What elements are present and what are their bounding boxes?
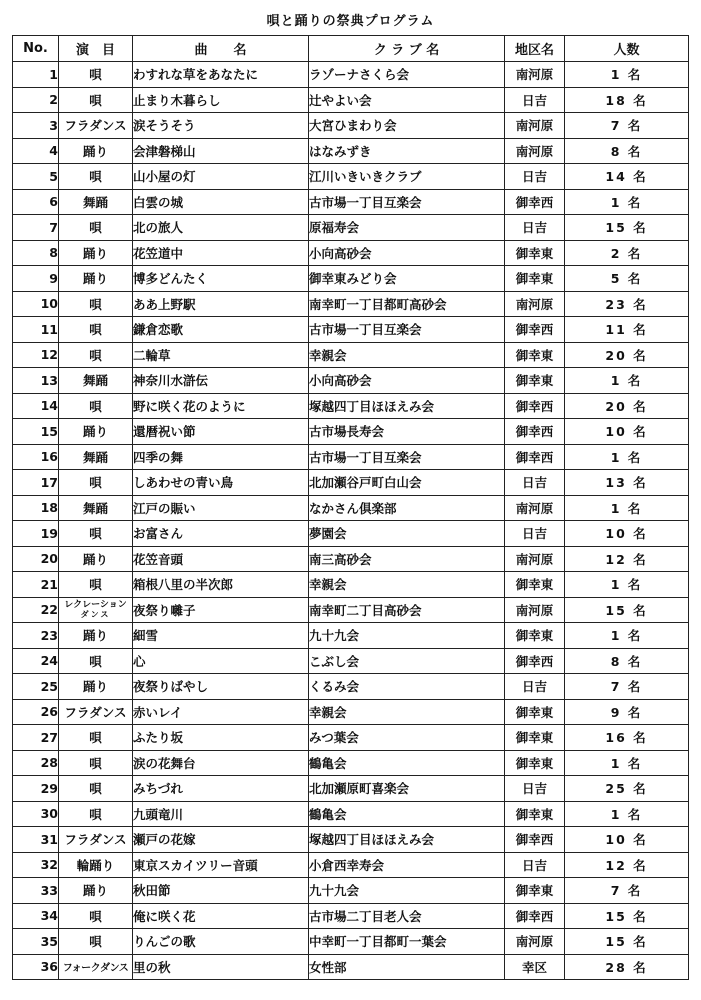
row-club: 小向高砂会 xyxy=(309,368,505,394)
row-area: 南河原 xyxy=(505,138,565,164)
table-row xyxy=(13,852,689,878)
row-count: 7 名 xyxy=(565,113,689,139)
row-no: 22 xyxy=(13,597,59,623)
row-no: 34 xyxy=(13,903,59,929)
row-count: 10 名 xyxy=(565,521,689,547)
row-count: 20 名 xyxy=(565,393,689,419)
row-type: 舞踊 xyxy=(59,189,133,215)
row-song: 鎌倉恋歌 xyxy=(133,317,309,343)
row-type: 踊り xyxy=(59,878,133,904)
row-count: 8 名 xyxy=(565,138,689,164)
row-club: 古市場一丁目互楽会 xyxy=(309,317,505,343)
row-no: 8 xyxy=(13,240,59,266)
row-count: 12 名 xyxy=(565,852,689,878)
row-club: なかさん倶楽部 xyxy=(309,495,505,521)
row-count: 8 名 xyxy=(565,648,689,674)
row-song: ああ上野駅 xyxy=(133,291,309,317)
row-song: 会津磐梯山 xyxy=(133,138,309,164)
row-count: 10 名 xyxy=(565,827,689,853)
row-club: ラゾーナさくら会 xyxy=(309,62,505,88)
table-row xyxy=(13,342,689,368)
row-type: 唄 xyxy=(59,215,133,241)
table-row xyxy=(13,240,689,266)
row-song: しあわせの青い鳥 xyxy=(133,470,309,496)
row-area: 南河原 xyxy=(505,495,565,521)
row-area: 御幸西 xyxy=(505,648,565,674)
table-row xyxy=(13,138,689,164)
table-row xyxy=(13,393,689,419)
table-row xyxy=(13,572,689,598)
row-no: 29 xyxy=(13,776,59,802)
table-row xyxy=(13,648,689,674)
row-count: 1 名 xyxy=(565,801,689,827)
row-type: 踊り xyxy=(59,623,133,649)
row-club: はなみずき xyxy=(309,138,505,164)
row-type: 唄 xyxy=(59,903,133,929)
header-no: No. xyxy=(13,36,59,62)
row-area: 御幸東 xyxy=(505,240,565,266)
row-no: 24 xyxy=(13,648,59,674)
table-row xyxy=(13,546,689,572)
program-table xyxy=(12,35,689,980)
row-club: 北加瀬谷戸町白山会 xyxy=(309,470,505,496)
row-song: 俺に咲く花 xyxy=(133,903,309,929)
row-area: 御幸西 xyxy=(505,827,565,853)
row-area: 御幸西 xyxy=(505,393,565,419)
row-no: 9 xyxy=(13,266,59,292)
row-club: 女性部 xyxy=(309,954,505,980)
row-count: 15 名 xyxy=(565,597,689,623)
table-row xyxy=(13,597,689,623)
row-type: フラダンス xyxy=(59,827,133,853)
row-no: 7 xyxy=(13,215,59,241)
row-count: 14 名 xyxy=(565,164,689,190)
row-no: 30 xyxy=(13,801,59,827)
row-song: わすれな草をあなたに xyxy=(133,62,309,88)
row-club: 原福寿会 xyxy=(309,215,505,241)
table-row xyxy=(13,623,689,649)
row-type: 唄 xyxy=(59,648,133,674)
table-row xyxy=(13,189,689,215)
row-song: 白雲の城 xyxy=(133,189,309,215)
header-type: 演 目 xyxy=(59,36,133,62)
table-row xyxy=(13,725,689,751)
row-song: 箱根八里の半次郎 xyxy=(133,572,309,598)
table-row xyxy=(13,776,689,802)
row-song: 博多どんたく xyxy=(133,266,309,292)
row-club: 江川いきいきクラブ xyxy=(309,164,505,190)
row-type: 唄 xyxy=(59,164,133,190)
row-count: 2 名 xyxy=(565,240,689,266)
row-no: 31 xyxy=(13,827,59,853)
row-type: 唄 xyxy=(59,801,133,827)
page-title: 唄と踊りの祭典プログラム xyxy=(266,14,435,29)
row-song: 細雪 xyxy=(133,623,309,649)
row-area: 日吉 xyxy=(505,852,565,878)
row-type: 唄 xyxy=(59,342,133,368)
row-area: 御幸西 xyxy=(505,317,565,343)
table-row xyxy=(13,750,689,776)
row-club: 九十九会 xyxy=(309,878,505,904)
row-type: フラダンス xyxy=(59,699,133,725)
row-no: 25 xyxy=(13,674,59,700)
row-club: 鶴亀会 xyxy=(309,750,505,776)
row-type: 唄 xyxy=(59,725,133,751)
row-count: 7 名 xyxy=(565,878,689,904)
row-area: 日吉 xyxy=(505,164,565,190)
row-no: 32 xyxy=(13,852,59,878)
row-count: 23 名 xyxy=(565,291,689,317)
row-club: 南幸町二丁目高砂会 xyxy=(309,597,505,623)
row-no: 14 xyxy=(13,393,59,419)
row-no: 6 xyxy=(13,189,59,215)
row-area: 幸区 xyxy=(505,954,565,980)
row-count: 1 名 xyxy=(565,623,689,649)
row-type: 舞踊 xyxy=(59,444,133,470)
row-song: 神奈川水滸伝 xyxy=(133,368,309,394)
row-count: 1 名 xyxy=(565,750,689,776)
row-type: 踊り xyxy=(59,266,133,292)
row-no: 3 xyxy=(13,113,59,139)
row-type-line2: ダンス xyxy=(80,609,111,619)
row-count: 15 名 xyxy=(565,215,689,241)
row-song: りんごの歌 xyxy=(133,929,309,955)
row-song: 東京スカイツリー音頭 xyxy=(133,852,309,878)
row-club: 大宮ひまわり会 xyxy=(309,113,505,139)
row-count: 1 名 xyxy=(565,444,689,470)
table-row xyxy=(13,495,689,521)
row-song: 赤いレイ xyxy=(133,699,309,725)
row-no: 36 xyxy=(13,954,59,980)
row-area: 日吉 xyxy=(505,87,565,113)
row-club: 幸親会 xyxy=(309,342,505,368)
row-count: 1 名 xyxy=(565,62,689,88)
row-area: 御幸東 xyxy=(505,342,565,368)
row-area: 日吉 xyxy=(505,470,565,496)
row-club: 古市場一丁目互楽会 xyxy=(309,189,505,215)
row-no: 12 xyxy=(13,342,59,368)
row-song: 九頭竜川 xyxy=(133,801,309,827)
row-area: 御幸西 xyxy=(505,903,565,929)
row-no: 26 xyxy=(13,699,59,725)
row-type: 唄 xyxy=(59,929,133,955)
row-club: 九十九会 xyxy=(309,623,505,649)
row-area: 御幸東 xyxy=(505,725,565,751)
row-type: 唄 xyxy=(59,776,133,802)
row-song: 花笠音頭 xyxy=(133,546,309,572)
row-no: 15 xyxy=(13,419,59,445)
row-song: 里の秋 xyxy=(133,954,309,980)
row-type: 唄 xyxy=(59,291,133,317)
row-club: 幸親会 xyxy=(309,699,505,725)
row-song: 夜祭りばやし xyxy=(133,674,309,700)
row-no: 4 xyxy=(13,138,59,164)
table-row xyxy=(13,164,689,190)
row-area: 御幸東 xyxy=(505,266,565,292)
row-count: 1 名 xyxy=(565,189,689,215)
row-no: 10 xyxy=(13,291,59,317)
row-song: 二輪草 xyxy=(133,342,309,368)
row-song: 夜祭り囃子 xyxy=(133,597,309,623)
table-row xyxy=(13,801,689,827)
row-no: 28 xyxy=(13,750,59,776)
row-area: 日吉 xyxy=(505,521,565,547)
row-count: 1 名 xyxy=(565,572,689,598)
row-song: 野に咲く花のように xyxy=(133,393,309,419)
row-count: 28 名 xyxy=(565,954,689,980)
row-area: 御幸東 xyxy=(505,750,565,776)
row-area: 御幸西 xyxy=(505,189,565,215)
header-area: 地区名 xyxy=(505,36,565,62)
row-area: 南河原 xyxy=(505,113,565,139)
row-type: 踊り xyxy=(59,240,133,266)
row-song: 四季の舞 xyxy=(133,444,309,470)
row-type: 唄 xyxy=(59,393,133,419)
row-count: 15 名 xyxy=(565,903,689,929)
row-type: 舞踊 xyxy=(59,368,133,394)
header-row xyxy=(13,36,689,62)
row-no: 21 xyxy=(13,572,59,598)
table-row xyxy=(13,521,689,547)
row-club: 古市場二丁目老人会 xyxy=(309,903,505,929)
table-row xyxy=(13,62,689,88)
row-type-line1: レクレーション xyxy=(64,599,127,610)
row-club: 北加瀬原町喜楽会 xyxy=(309,776,505,802)
row-club: 小向高砂会 xyxy=(309,240,505,266)
row-no: 17 xyxy=(13,470,59,496)
row-type: 踊り xyxy=(59,674,133,700)
row-area: 南河原 xyxy=(505,929,565,955)
row-no: 35 xyxy=(13,929,59,955)
row-area: 御幸西 xyxy=(505,419,565,445)
row-count: 12 名 xyxy=(565,546,689,572)
row-count: 18 名 xyxy=(565,87,689,113)
row-club: 古市場長寿会 xyxy=(309,419,505,445)
row-count: 5 名 xyxy=(565,266,689,292)
row-area: 日吉 xyxy=(505,776,565,802)
row-no: 1 xyxy=(13,62,59,88)
row-type: 唄 xyxy=(59,62,133,88)
table-row xyxy=(13,827,689,853)
row-song: 涙の花舞台 xyxy=(133,750,309,776)
row-count: 11 名 xyxy=(565,317,689,343)
row-no: 19 xyxy=(13,521,59,547)
row-type: 踊り xyxy=(59,546,133,572)
row-type: 踊り xyxy=(59,419,133,445)
row-type: 唄 xyxy=(59,470,133,496)
row-type: 舞踊 xyxy=(59,495,133,521)
header-song: 曲 名 xyxy=(133,36,309,62)
row-area: 御幸東 xyxy=(505,572,565,598)
row-count: 1 名 xyxy=(565,495,689,521)
row-club: 塚越四丁目ほほえみ会 xyxy=(309,827,505,853)
row-song: 瀬戸の花嫁 xyxy=(133,827,309,853)
row-area: 南河原 xyxy=(505,62,565,88)
table-row xyxy=(13,368,689,394)
row-area: 御幸東 xyxy=(505,801,565,827)
table-row xyxy=(13,317,689,343)
row-no: 11 xyxy=(13,317,59,343)
row-song: 北の旅人 xyxy=(133,215,309,241)
row-area: 南河原 xyxy=(505,546,565,572)
row-no: 33 xyxy=(13,878,59,904)
row-area: 南河原 xyxy=(505,291,565,317)
row-count: 20 名 xyxy=(565,342,689,368)
row-club: 小倉西幸寿会 xyxy=(309,852,505,878)
row-club: 鶴亀会 xyxy=(309,801,505,827)
header-count: 人数 xyxy=(565,36,689,62)
row-type: 踊り xyxy=(59,138,133,164)
row-area: 日吉 xyxy=(505,674,565,700)
row-club: 南三高砂会 xyxy=(309,546,505,572)
table-row xyxy=(13,113,689,139)
row-song: 還暦祝い節 xyxy=(133,419,309,445)
row-song: ふたり坂 xyxy=(133,725,309,751)
row-no: 2 xyxy=(13,87,59,113)
row-club: みつ葉会 xyxy=(309,725,505,751)
row-club: こぶし会 xyxy=(309,648,505,674)
row-type: フラダンス xyxy=(59,113,133,139)
row-count: 15 名 xyxy=(565,929,689,955)
row-area: 御幸東 xyxy=(505,878,565,904)
table-row xyxy=(13,954,689,980)
table-row xyxy=(13,699,689,725)
row-no: 27 xyxy=(13,725,59,751)
row-count: 25 名 xyxy=(565,776,689,802)
row-area: 南河原 xyxy=(505,597,565,623)
row-type xyxy=(59,597,133,623)
row-no: 16 xyxy=(13,444,59,470)
table-row xyxy=(13,878,689,904)
row-type: 唄 xyxy=(59,521,133,547)
row-song: 秋田節 xyxy=(133,878,309,904)
row-club: 御幸東みどり会 xyxy=(309,266,505,292)
row-area: 日吉 xyxy=(505,215,565,241)
row-club: 古市場一丁目互楽会 xyxy=(309,444,505,470)
row-count: 16 名 xyxy=(565,725,689,751)
table-row xyxy=(13,470,689,496)
table-row xyxy=(13,266,689,292)
header-club: ク ラ ブ 名 xyxy=(309,36,505,62)
table-row xyxy=(13,87,689,113)
row-count: 13 名 xyxy=(565,470,689,496)
row-song: 山小屋の灯 xyxy=(133,164,309,190)
row-no: 18 xyxy=(13,495,59,521)
row-no: 5 xyxy=(13,164,59,190)
row-song: 江戸の賑い xyxy=(133,495,309,521)
table-row xyxy=(13,674,689,700)
row-area: 御幸東 xyxy=(505,623,565,649)
row-count: 1 名 xyxy=(565,368,689,394)
row-song: 涙そうそう xyxy=(133,113,309,139)
row-area: 御幸東 xyxy=(505,699,565,725)
row-type: 輪踊り xyxy=(59,852,133,878)
row-type: 唄 xyxy=(59,572,133,598)
row-club: 中幸町一丁目都町一葉会 xyxy=(309,929,505,955)
table-row xyxy=(13,419,689,445)
row-club: 塚越四丁目ほほえみ会 xyxy=(309,393,505,419)
row-type: 唄 xyxy=(59,87,133,113)
row-club: くるみ会 xyxy=(309,674,505,700)
row-area: 御幸東 xyxy=(505,368,565,394)
table-row xyxy=(13,444,689,470)
row-club: 夢園会 xyxy=(309,521,505,547)
row-club: 幸親会 xyxy=(309,572,505,598)
table-row xyxy=(13,929,689,955)
row-no: 13 xyxy=(13,368,59,394)
row-type: 唄 xyxy=(59,317,133,343)
row-type: 唄 xyxy=(59,750,133,776)
row-type: フォークダンス xyxy=(59,954,133,980)
table-row xyxy=(13,903,689,929)
row-club: 辻やよい会 xyxy=(309,87,505,113)
row-song: お富さん xyxy=(133,521,309,547)
row-song: 心 xyxy=(133,648,309,674)
row-count: 10 名 xyxy=(565,419,689,445)
table-row xyxy=(13,215,689,241)
row-club: 南幸町一丁目都町高砂会 xyxy=(309,291,505,317)
row-no: 20 xyxy=(13,546,59,572)
row-count: 7 名 xyxy=(565,674,689,700)
row-no: 23 xyxy=(13,623,59,649)
row-song: 花笠道中 xyxy=(133,240,309,266)
row-song: 止まり木暮らし xyxy=(133,87,309,113)
table-row xyxy=(13,291,689,317)
row-song: みちづれ xyxy=(133,776,309,802)
row-count: 9 名 xyxy=(565,699,689,725)
row-area: 御幸西 xyxy=(505,444,565,470)
